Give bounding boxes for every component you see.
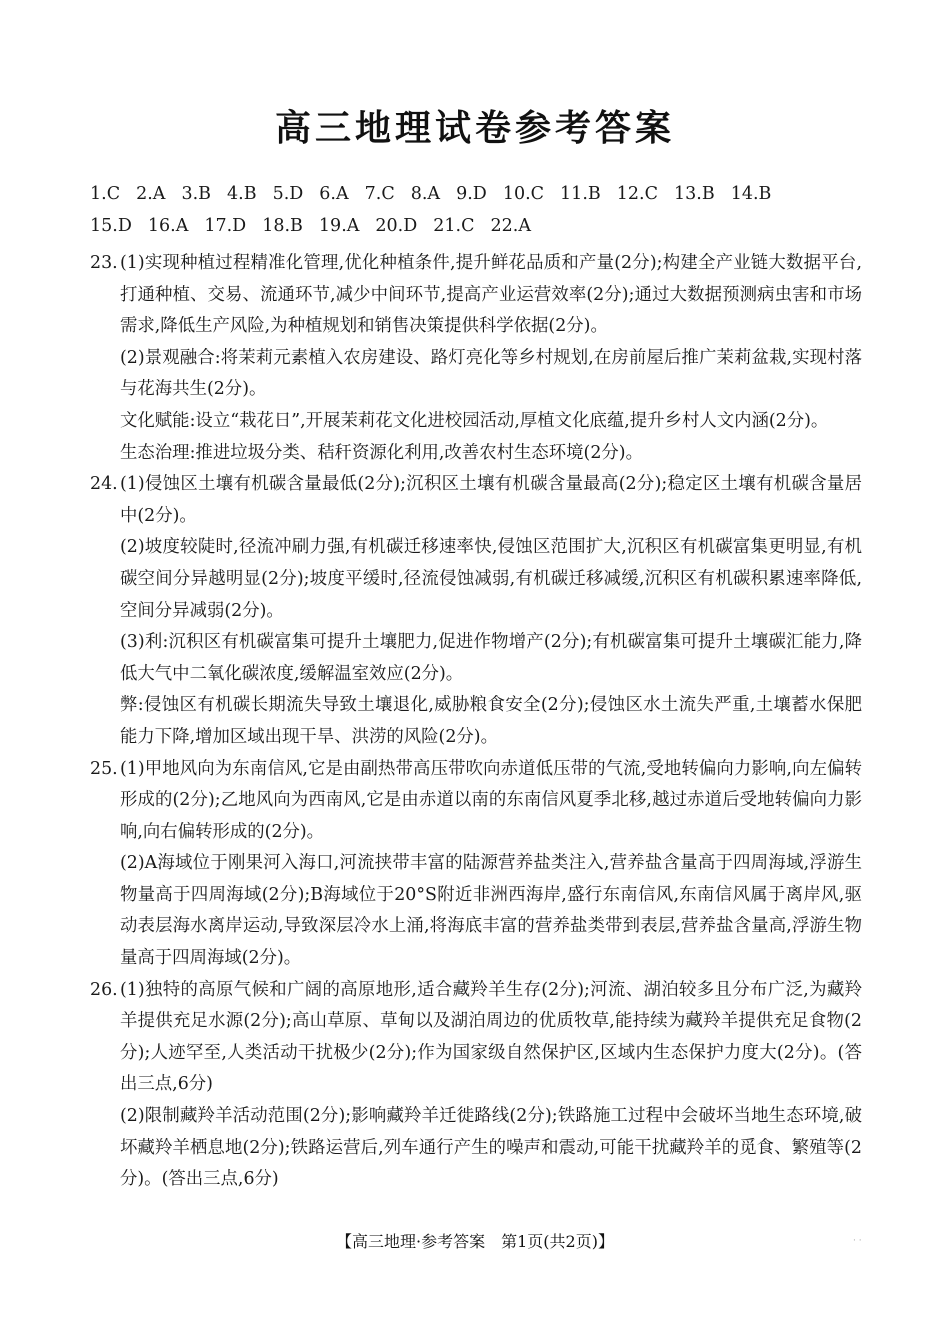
choice-answer: 20.D <box>375 216 418 236</box>
answer-text: (1)侵蚀区土壤有机碳含量最低(2分);沉积区土壤有机碳含量最高(2分);稳定区土壤有机碳含量居中(2分)。 <box>120 474 862 526</box>
question-25-part-1 <box>90 754 862 849</box>
answer-text: (1)实现种植过程精准化管理,优化种植条件,提升鲜花品质和产量(2分);构建全产业链大数据平台,打通种植、交易、流通环节,减少中间环节,提高产业运营效率(2分);通过大数据预测病虫害和市场需求,降低生产风险,为种植规划和销售决策提供科学依据(2分)。 <box>120 253 862 337</box>
choice-answer: 7.C <box>364 184 395 204</box>
question-26-part-2: (2)限制藏羚羊活动范围(2分);影响藏羚羊迁徙路线(2分);铁路施工过程中会破坏当地生态环境,破坏藏羚羊栖息地(2分);铁路运营后,列车通行产生的噪声和震动,可能干扰藏羚羊的觅食、繁殖等(2分)。(答出三点,6分) <box>120 1106 862 1190</box>
choice-answer: 12.C <box>616 184 658 204</box>
answer-text: (1)甲地风向为东南信风,它是由副热带高压带吹向赤道低压带的气流,受地转偏向力影响,向左偏转形成的(2分);乙地风向为西南风,它是由赤道以南的东南信风夏季北移,越过赤道后受地转偏向力影响,向右偏转形成的(2分)。 <box>120 758 862 842</box>
choice-answer: 6.A <box>319 184 349 204</box>
page-footer: 【高三地理·参考答案 第1页(共2页)】 <box>336 1232 614 1251</box>
choice-answers-row-2 <box>90 216 547 236</box>
choice-answer: 13.B <box>673 184 715 204</box>
question-24-part-3: (3)利:沉积区有机碳富集可提升土壤肥力,促进作物增产(2分);有机碳富集可提升土壤碳汇能力,降低大气中二氧化碳浓度,缓解温室效应(2分)。 <box>120 632 862 684</box>
question-24-part-1 <box>90 469 862 532</box>
question-23-part-3: 文化赋能:设立“栽花日”,开展茉莉花文化进校园活动,厚植文化底蕴,提升乡村人文内涵(2分)。 <box>120 410 829 431</box>
choice-answer: 19.A <box>318 216 360 236</box>
choice-answer: 11.B <box>560 184 601 204</box>
choice-answer: 2.A <box>136 184 166 204</box>
question-23-part-4: 生态治理:推进垃圾分类、秸秆资源化利用,改善农村生态环境(2分)。 <box>120 442 643 463</box>
choice-answers-row-1 <box>90 184 787 204</box>
choice-answer: 21.C <box>433 216 475 236</box>
question-26-part-1 <box>90 975 862 1101</box>
question-number: 23. <box>90 253 118 273</box>
choice-answer: 4.B <box>227 184 257 204</box>
question-23-part-2: (2)景观融合:将茉莉元素植入农房建设、路灯亮化等乡村规划,在房前屋后推广茉莉盆栽,实现村落与花海共生(2分)。 <box>120 347 862 400</box>
corner-mark: · · <box>853 1236 862 1246</box>
question-number: 24. <box>90 474 118 495</box>
question-24-part-2: (2)坡度较陡时,径流冲刷力强,有机碳迁移速率快,侵蚀区范围扩大,沉积区有机碳富集更明显,有机碳空间分异越明显(2分);坡度平缓时,径流侵蚀减弱,有机碳迁移减缓,沉积区有机碳积累速率降低,空间分异减弱(2分)。 <box>120 537 862 621</box>
choice-answer: 17.D <box>204 216 247 236</box>
choice-answer: 18.B <box>262 216 303 236</box>
question-23-part-1 <box>90 248 862 343</box>
answer-text: (1)独特的高原气候和广阔的高原地形,适合藏羚羊生存(2分);河流、湖泊较多且分布广泛,为藏羚羊提供充足水源(2分);高山草原、草甸以及湖泊周边的优质牧草,能持续为藏羚羊提供充足食物(2分);人迹罕至,人类活动干扰极少(2分);作为国家级自然保护区,区域内生态保护力度大(2分)。(答出三点,6分) <box>120 979 862 1095</box>
choice-answer: 15.D <box>90 216 132 236</box>
question-number: 25. <box>90 758 118 779</box>
choice-answer: 9.D <box>456 184 487 204</box>
choice-answer: 14.B <box>730 184 772 204</box>
question-25-part-2: (2)A海域位于刚果河入海口,河流挟带丰富的陆源营养盐类注入,营养盐含量高于四周海域,浮游生物量高于四周海域(2分);B海域位于20°S附近非洲西海岸,盛行东南信风,东南信风属于离岸风,驱动表层海水离岸运动,导致深层冷水上涌,将海底丰富的营养盐类带到表层,营养盐含量高,浮游生物量高于四周海域(2分)。 <box>120 853 862 969</box>
answer-content <box>90 248 862 1196</box>
page-title: 高三地理试卷参考答案 <box>274 108 675 149</box>
question-number: 26. <box>90 979 118 1000</box>
choice-answer: 8.A <box>410 184 441 204</box>
question-24-part-4: 弊:侵蚀区有机碳长期流失导致土壤退化,威胁粮食安全(2分);侵蚀区水土流失严重,土壤蓄水保肥能力下降,增加区域出现干旱、洪涝的风险(2分)。 <box>120 695 862 747</box>
choice-answer: 5.D <box>272 184 304 204</box>
choice-answer: 3.B <box>181 184 211 204</box>
choice-answer: 10.C <box>502 184 545 204</box>
choice-answer: 1.C <box>90 184 121 204</box>
choice-answer: 16.A <box>147 216 189 236</box>
choice-answer: 22.A <box>490 216 531 236</box>
